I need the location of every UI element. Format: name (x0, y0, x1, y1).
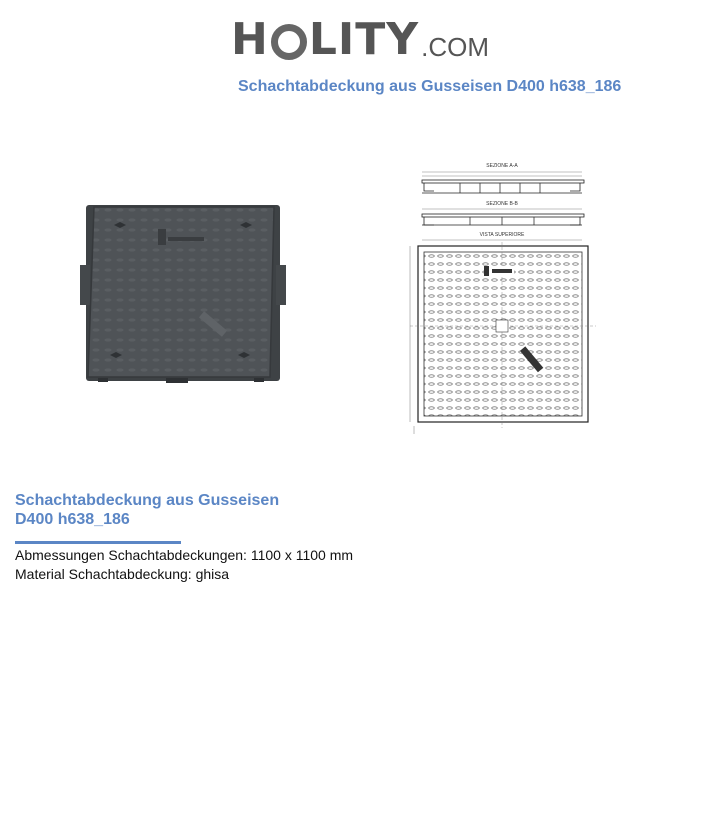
logo-wordmark (230, 14, 420, 65)
product-title-line2: D400 h638_186 (15, 511, 130, 528)
technical-drawing[interactable] (400, 156, 605, 436)
spec-label: Material Schachtabdeckung: (15, 566, 192, 582)
spec-value: 1100 x 1100 mm (250, 547, 354, 563)
product-photo[interactable] (78, 195, 288, 395)
spec-material (15, 565, 353, 584)
product-title (15, 491, 279, 529)
title-underline (15, 541, 181, 544)
product-title-line1: Schachtabdeckung aus Gusseisen (15, 492, 280, 509)
spec-dimensions (15, 546, 353, 565)
section-aa-label: SEZIONE A-A (486, 163, 518, 169)
spec-label: Abmessungen Schachtabdeckungen: (15, 547, 247, 563)
top-view-label: VISTA SUPERIORE (479, 232, 525, 238)
spec-value: ghisa (195, 566, 230, 582)
logo-letter-h: H (230, 14, 269, 65)
logo-circle-icon (271, 24, 307, 60)
page-title: Schachtabdeckung aus Gusseisen D400 h638_186 (238, 78, 622, 95)
spec-list (15, 546, 353, 584)
section-bb-label: SEZIONE B-B (486, 201, 518, 207)
brand-logo[interactable] (0, 14, 720, 65)
logo-tld: .COM (421, 32, 489, 62)
logo-letters: LITY (308, 14, 420, 65)
